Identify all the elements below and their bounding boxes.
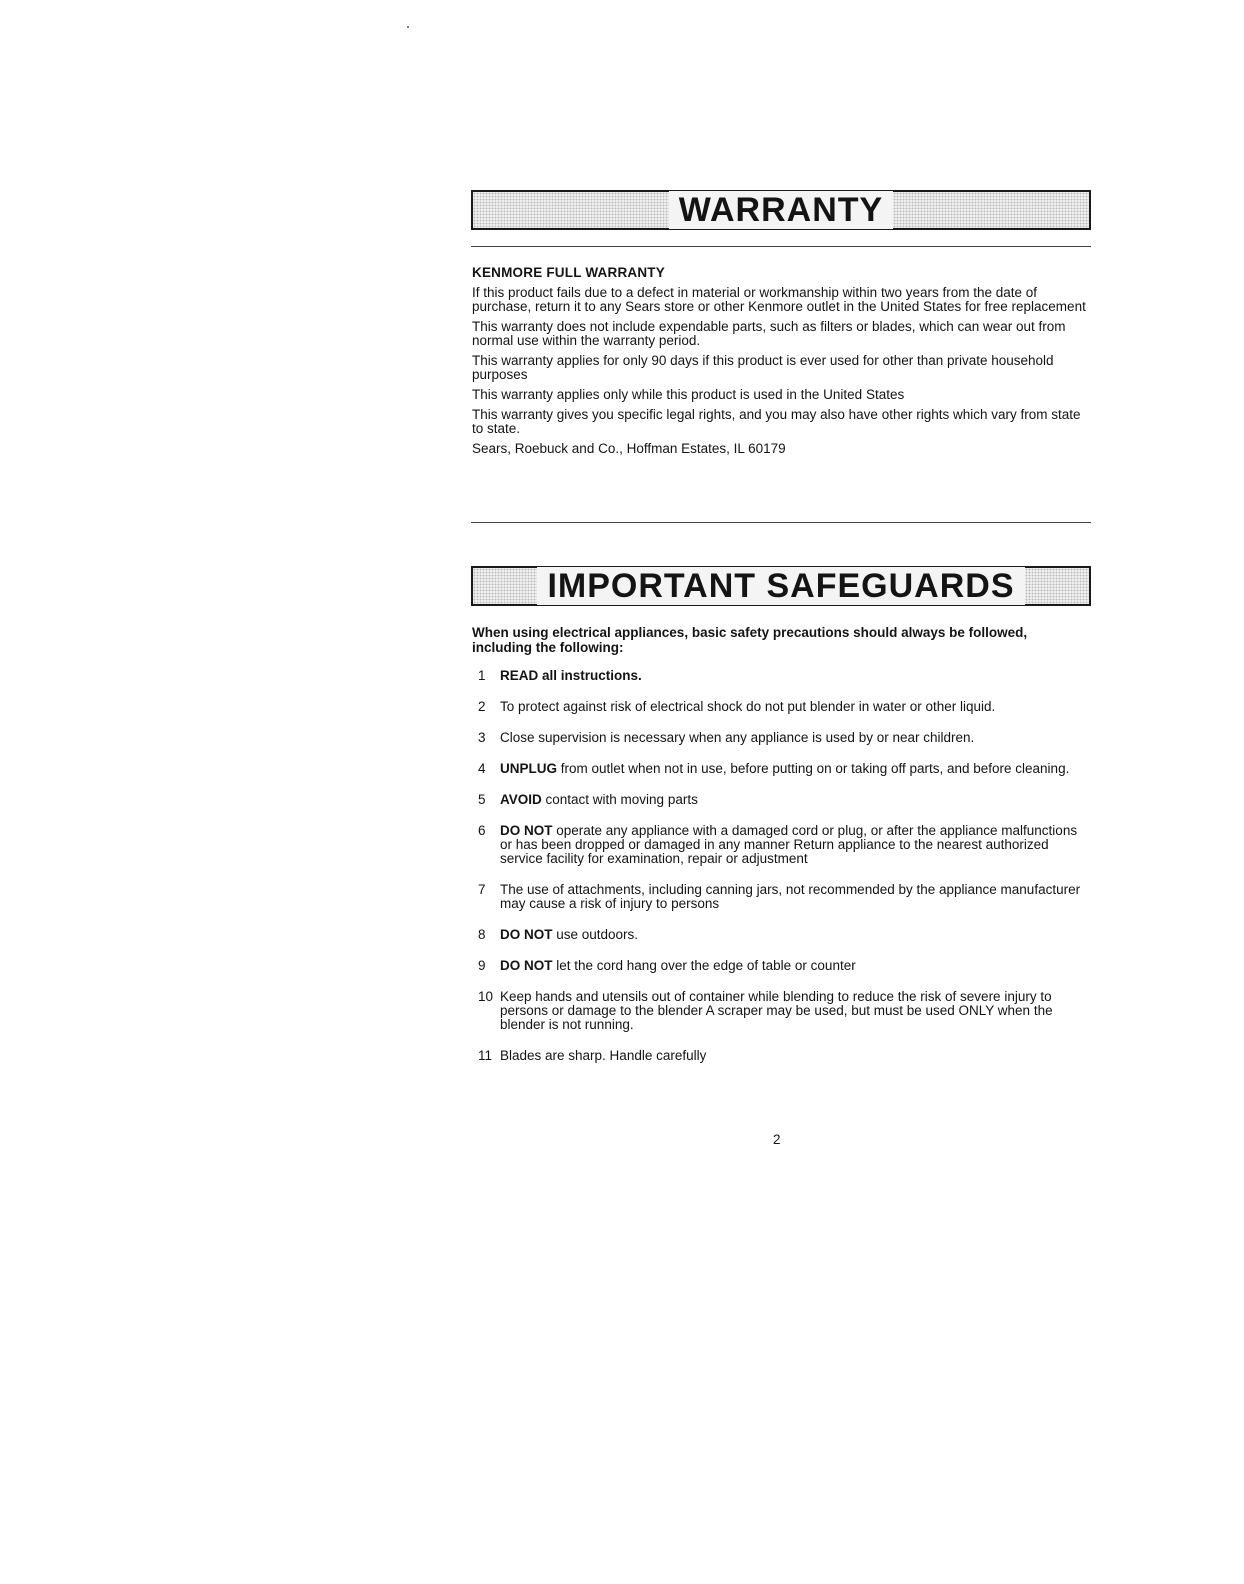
safeguards-title: IMPORTANT SAFEGUARDS <box>537 567 1024 605</box>
item-lead: DO NOT <box>500 823 553 838</box>
list-item <box>472 883 1090 911</box>
page-number: 2 <box>773 1132 781 1147</box>
warranty-paragraph: This warranty applies only while this product is used in the United States <box>472 387 905 402</box>
safeguards-banner <box>471 566 1091 606</box>
warranty-heading: KENMORE FULL WARRANTY <box>472 265 665 280</box>
warranty-paragraph: This warranty applies for only 90 days if this product is ever used for other than private household purposes <box>472 353 1054 382</box>
warranty-paragraph: This warranty gives you specific legal rights, and you may also have other rights which vary from state to state. <box>472 407 1081 436</box>
warranty-bottom-rule <box>471 522 1091 523</box>
item-number: 7 <box>478 882 486 897</box>
item-lead: DO NOT <box>500 927 553 942</box>
item-text: Close supervision is necessary when any appliance is used by or near children. <box>500 730 975 745</box>
item-number: 3 <box>478 730 486 745</box>
warranty-top-rule <box>471 246 1091 247</box>
item-number: 10 <box>478 989 494 1004</box>
warranty-banner <box>471 190 1091 230</box>
item-text: The use of attachments, including canning jars, not recommended by the appliance manufacturer may cause a risk of injury to persons <box>500 882 1081 911</box>
item-number: 2 <box>478 699 486 714</box>
item-number: 1 <box>478 668 486 683</box>
scan-speck <box>407 26 409 28</box>
item-number: 4 <box>478 761 486 776</box>
list-item <box>472 669 1090 683</box>
item-number: 11 <box>478 1048 493 1063</box>
warranty-section <box>472 266 1090 462</box>
item-text: let the cord hang over the edge of table or counter <box>552 958 856 973</box>
safeguards-intro: When using electrical appliances, basic safety precautions should always be followed, including the following: <box>472 625 1028 655</box>
item-number: 8 <box>478 927 486 942</box>
item-text: Keep hands and utensils out of container while blending to reduce the risk of severe injury to persons or damage to the blender A scraper may be used, but must be used ONLY when the blender is not running. <box>500 989 1053 1032</box>
warranty-title: WARRANTY <box>669 191 893 229</box>
warranty-paragraph: If this product fails due to a defect in material or workmanship within two years from the date of purchase, return it to any Sears store or other Kenmore outlet in the United States for free replacement <box>472 285 1086 314</box>
item-text: contact with moving parts <box>541 792 698 807</box>
list-item <box>472 990 1090 1032</box>
item-lead: AVOID <box>500 792 542 807</box>
list-item <box>472 700 1090 714</box>
item-number: 6 <box>478 823 486 838</box>
item-text: To protect against risk of electrical shock do not put blender in water or other liquid. <box>500 699 996 714</box>
item-number: 9 <box>478 958 486 973</box>
warranty-paragraph: This warranty does not include expendable parts, such as filters or blades, which can wear out from normal use within the warranty period. <box>472 319 1066 348</box>
item-text: use outdoors. <box>552 927 639 942</box>
item-text: operate any appliance with a damaged cord or plug, or after the appliance malfunctions or has been dropped or damaged in any manner Return appliance to the nearest authorized service facility for examination, repair or adjustment <box>500 823 1078 866</box>
item-lead: READ all instructions. <box>500 668 642 683</box>
warranty-address: Sears, Roebuck and Co., Hoffman Estates, IL 60179 <box>472 441 786 456</box>
item-number: 5 <box>478 792 486 807</box>
list-item <box>472 928 1090 942</box>
item-text: from outlet when not in use, before putting on or taking off parts, and before cleaning. <box>557 761 1070 776</box>
item-text: Blades are sharp. Handle carefully <box>500 1048 707 1063</box>
list-item <box>472 731 1090 745</box>
list-item <box>472 824 1090 866</box>
list-item <box>472 793 1090 807</box>
list-item <box>472 959 1090 973</box>
item-lead: DO NOT <box>500 958 553 973</box>
safeguards-list <box>472 669 1090 1080</box>
list-item <box>472 1049 1090 1063</box>
list-item <box>472 762 1090 776</box>
item-lead: UNPLUG <box>500 761 557 776</box>
